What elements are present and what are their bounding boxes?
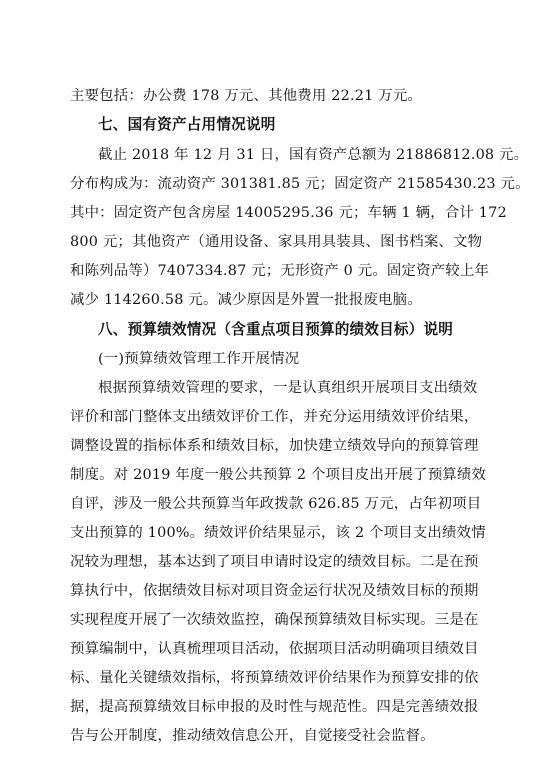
paragraph-line: 减少 114260.58 元。减少原因是外置一批报废电脑。 [70,292,422,308]
paragraph-line: 分布构成为：流动资产 301381.85 元；固定资产 21585430.23 元。 [70,176,530,192]
paragraph-line: 制度。对 2019 年度一般公共预算 2 个项目皮出开展了预算绩效 [70,467,487,483]
paragraph-line: 算执行中，依据绩效目标对项目资金运行状况及绩效目标的预期 [70,583,479,599]
paragraph-line: 主要包括：办公费 178 万元、其他费用 22.21 万元。 [70,88,422,104]
paragraph-line: 预算编制中，认真梳理项目活动，依据项目活动明确项目绩效目 [70,641,479,657]
paragraph-line: 况较为理想，基本达到了项目申请时设定的绩效目标。二是在预 [70,554,479,570]
paragraph-line: 截止 2018 年 12 月 31 日，国有资产总额为 21886812.08 元。 [98,147,529,163]
paragraph-line: 其中：固定资产包含房屋 14005295.36 元；车辆 1 辆，合计 172 [70,205,507,221]
paragraph-line: 800 元；其他资产（通用设备、家具用具装具、图书档案、文物 [70,234,483,250]
paragraph-line: 评价和部门整体支出绩效评价工作，并充分运用绩效评价结果， [70,409,479,425]
paragraph-line: 据，提高预算绩效目标申报的及时性与规范性。四是完善绩效报 [70,699,479,715]
paragraph-line: 告与公开制度，推动绩效信息公开，自觉接受社会监督。 [70,728,435,744]
section-heading-8: 八、预算绩效情况（含重点项目预算的绩效目标）说明 [98,321,454,338]
subsection-heading: (一)预算绩效管理工作开展情况 [98,351,300,367]
paragraph-line: 自评，涉及一般公共预算当年政拨款 626.85 万元，占年初项目 [70,496,482,512]
paragraph-line: 调整设置的指标体系和绩效目标，加快建立绩效导向的预算管理 [70,438,479,454]
paragraph-line: 标、量化关键绩效指标，将预算绩效评价结果作为预算安排的依 [70,670,479,686]
paragraph-line: 根据预算绩效管理的要求，一是认真组织开展项目支出绩效 [98,380,478,396]
paragraph-line: 实现程度开展了一次绩效监控，确保预算绩效目标实现。三是在 [70,612,479,628]
paragraph-line: 支出预算的 100%。绩效评价结果显示，该 2 个项目支出绩效情 [70,525,486,541]
paragraph-line: 和陈列品等）7407334.87 元；无形资产 0 元。固定资产较上年 [70,263,490,279]
section-heading-7: 七、国有资产占用情况说明 [98,116,276,133]
